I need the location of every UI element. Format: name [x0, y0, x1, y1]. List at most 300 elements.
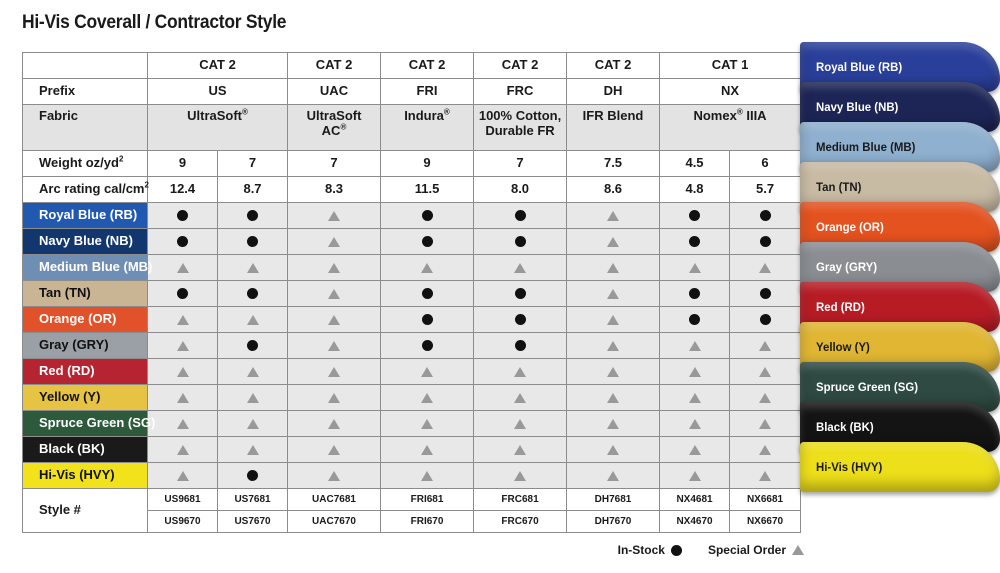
fabric-name: IFR Blend [582, 108, 644, 123]
fabric-name: Indura [404, 108, 444, 123]
special-order-triangle-icon [759, 393, 771, 403]
special-order-triangle-icon [177, 263, 189, 273]
special-order-triangle-icon [689, 263, 701, 273]
category-cell-0: CAT 2 [148, 53, 288, 79]
category-cell-3: CAT 2 [474, 53, 567, 79]
special-order-cell [381, 385, 474, 411]
spec-table [22, 52, 801, 533]
weight-row [23, 151, 801, 177]
special-order-cell [218, 307, 288, 333]
special-order-cell [288, 281, 381, 307]
in-stock-dot-icon [422, 314, 433, 325]
arc-value: 8.6 [567, 177, 660, 203]
prefix-label-text: Prefix [39, 83, 76, 99]
in-stock-dot-icon [247, 236, 258, 247]
fabric-fold [800, 442, 1000, 492]
special-order-triangle-icon [689, 445, 701, 455]
special-order-triangle-icon [421, 471, 433, 481]
special-order-triangle-icon [247, 263, 259, 273]
registered-mark: ® [736, 107, 743, 117]
special-order-triangle-icon [328, 263, 340, 273]
category-cell-4: CAT 2 [567, 53, 660, 79]
style-number: US9670 [148, 511, 218, 533]
fabric-fold-label: Royal Blue (RB) [816, 60, 903, 74]
style-number: US7670 [218, 511, 288, 533]
category-cell-1: CAT 2 [288, 53, 381, 79]
special-order-triangle-icon [328, 289, 340, 299]
legend-special-order-label: Special Order [707, 543, 786, 557]
special-order-triangle-icon [607, 419, 619, 429]
registered-mark: ® [242, 107, 248, 117]
fabric-fold-label: Navy Blue (NB) [816, 100, 899, 114]
color-row [23, 359, 801, 385]
in-stock-dot-icon [760, 314, 771, 325]
special-order-triangle-icon [759, 341, 771, 351]
special-order-triangle-icon [514, 263, 526, 273]
in-stock-cell [660, 229, 730, 255]
style-number: FRC681 [474, 489, 567, 511]
fabric-fold-label: Medium Blue (MB) [816, 140, 916, 154]
color-name: Medium Blue (MB) [39, 259, 153, 275]
style-row [23, 489, 801, 511]
special-order-cell [660, 437, 730, 463]
fabric-name: Nomex [693, 108, 737, 123]
special-order-triangle-icon [177, 341, 189, 351]
special-order-cell [730, 333, 801, 359]
special-order-triangle-icon [177, 471, 189, 481]
color-name: Red (RD) [39, 363, 95, 379]
special-order-triangle-icon [328, 445, 340, 455]
weight-value: 7.5 [567, 151, 660, 177]
legend [618, 543, 804, 557]
color-name: Gray (GRY) [39, 337, 109, 353]
special-order-cell [288, 307, 381, 333]
special-order-triangle-icon [421, 367, 433, 377]
in-stock-cell [474, 333, 567, 359]
color-row [23, 385, 801, 411]
in-stock-cell [381, 281, 474, 307]
special-order-triangle-icon [689, 341, 701, 351]
special-order-triangle-icon [328, 419, 340, 429]
special-order-cell [474, 385, 567, 411]
arc-value: 12.4 [148, 177, 218, 203]
arc-label-text: Arc rating cal/cm [39, 181, 145, 197]
prefix-cell-0: US [148, 79, 288, 105]
special-order-cell [660, 333, 730, 359]
arc-value: 4.8 [660, 177, 730, 203]
special-order-cell [567, 411, 660, 437]
special-order-triangle-icon [421, 263, 433, 273]
weight-label [23, 151, 148, 177]
in-stock-dot-icon [515, 236, 526, 247]
special-order-triangle-icon [759, 471, 771, 481]
special-order-cell [381, 463, 474, 489]
in-stock-cell [730, 203, 801, 229]
in-stock-dot-icon [515, 210, 526, 221]
in-stock-cell [474, 307, 567, 333]
special-order-cell [660, 463, 730, 489]
special-order-cell [567, 333, 660, 359]
in-stock-dot-icon [177, 236, 188, 247]
fabric-fold-label: Orange (OR) [816, 220, 884, 234]
color-swatch-label [23, 463, 148, 489]
page-title: Hi-Vis Coverall / Contractor Style [22, 12, 287, 33]
color-name: Spruce Green (SG) [39, 415, 156, 431]
special-order-triangle-icon [328, 393, 340, 403]
category-cell-2: CAT 2 [381, 53, 474, 79]
in-stock-dot-icon [177, 210, 188, 221]
special-order-cell [148, 385, 218, 411]
style-label [23, 489, 148, 533]
color-swatch-label [23, 359, 148, 385]
special-order-triangle-icon [607, 393, 619, 403]
in-stock-dot-icon [422, 288, 433, 299]
style-number: FRC670 [474, 511, 567, 533]
in-stock-cell [474, 203, 567, 229]
fabric-fold-label: Yellow (Y) [816, 340, 870, 354]
special-order-cell [567, 307, 660, 333]
special-order-triangle-icon [607, 341, 619, 351]
special-order-triangle-icon [689, 367, 701, 377]
special-order-cell [730, 385, 801, 411]
in-stock-cell [381, 203, 474, 229]
in-stock-dot-icon [422, 210, 433, 221]
special-order-triangle-icon [421, 419, 433, 429]
special-order-cell [474, 463, 567, 489]
special-order-cell [288, 385, 381, 411]
color-row [23, 463, 801, 489]
prefix-cell-4: DH [567, 79, 660, 105]
color-name: Navy Blue (NB) [39, 233, 133, 249]
special-order-triangle-icon [328, 237, 340, 247]
color-name: Black (BK) [39, 441, 105, 457]
special-order-triangle-icon [607, 367, 619, 377]
special-order-cell [660, 359, 730, 385]
in-stock-dot-icon [689, 236, 700, 247]
special-order-triangle-icon [328, 211, 340, 221]
prefix-cell-5: NX [660, 79, 801, 105]
weight-value: 6 [730, 151, 801, 177]
legend-in-stock-label: In-Stock [617, 543, 665, 557]
color-swatch-label [23, 307, 148, 333]
in-stock-dot-icon [422, 340, 433, 351]
special-order-triangle-icon [514, 445, 526, 455]
style-number: US7681 [218, 489, 288, 511]
color-name: Orange (OR) [39, 311, 117, 327]
special-order-triangle-icon [247, 315, 259, 325]
style-number: US9681 [148, 489, 218, 511]
special-order-cell [148, 437, 218, 463]
fabric-name: 100% Cotton, [478, 108, 562, 123]
in-stock-cell [660, 281, 730, 307]
special-order-cell [381, 437, 474, 463]
in-stock-dot-icon [177, 288, 188, 299]
in-stock-cell [218, 333, 288, 359]
special-order-triangle-icon [177, 393, 189, 403]
color-swatch-label [23, 385, 148, 411]
special-order-cell [288, 333, 381, 359]
weight-value: 7 [474, 151, 567, 177]
color-name: Hi-Vis (HVY) [39, 467, 115, 483]
special-order-cell [381, 359, 474, 385]
arc-value: 8.7 [218, 177, 288, 203]
special-order-triangle-icon [514, 419, 526, 429]
prefix-row [23, 79, 801, 105]
in-stock-cell [381, 229, 474, 255]
style-number: NX6681 [730, 489, 801, 511]
special-order-triangle-icon [177, 367, 189, 377]
style-number: NX6670 [730, 511, 801, 533]
style-number: DH7681 [567, 489, 660, 511]
special-order-triangle-icon [247, 367, 259, 377]
in-stock-cell [218, 463, 288, 489]
in-stock-cell [730, 229, 801, 255]
special-order-cell [218, 255, 288, 281]
fabric-fold-label: Black (BK) [816, 420, 874, 434]
fabric-cell-2 [381, 105, 474, 151]
special-order-cell [148, 359, 218, 385]
special-order-cell [567, 385, 660, 411]
color-row [23, 411, 801, 437]
prefix-cell-1: UAC [288, 79, 381, 105]
special-order-cell [730, 437, 801, 463]
color-swatch-label [23, 229, 148, 255]
special-order-cell [381, 411, 474, 437]
style-number: FRI670 [381, 511, 474, 533]
special-order-triangle-icon [514, 471, 526, 481]
special-order-cell [474, 437, 567, 463]
in-stock-dot-icon [247, 470, 258, 481]
fabric-cell-4 [567, 105, 660, 151]
color-row [23, 437, 801, 463]
color-row [23, 281, 801, 307]
color-row [23, 229, 801, 255]
special-order-cell [288, 359, 381, 385]
special-order-cell [288, 255, 381, 281]
color-swatch-label [23, 437, 148, 463]
in-stock-cell [660, 307, 730, 333]
arc-row [23, 177, 801, 203]
special-order-cell [567, 281, 660, 307]
special-order-triangle-icon [759, 263, 771, 273]
special-order-cell [288, 463, 381, 489]
special-order-triangle-icon [177, 419, 189, 429]
special-order-triangle-icon [689, 393, 701, 403]
special-order-triangle-icon [328, 367, 340, 377]
corner-cell [23, 53, 148, 79]
fabric-fold-label: Spruce Green (SG) [816, 380, 919, 394]
color-name: Yellow (Y) [39, 389, 101, 405]
special-order-cell [730, 359, 801, 385]
in-stock-dot-icon [515, 288, 526, 299]
color-swatch-label [23, 411, 156, 437]
special-order-triangle-icon [328, 471, 340, 481]
fabric-name-line2: Durable FR [485, 122, 555, 138]
special-order-triangle-icon [328, 315, 340, 325]
style-number: DH7670 [567, 511, 660, 533]
style-number: UAC7681 [288, 489, 381, 511]
in-stock-dot-icon [760, 236, 771, 247]
color-row [23, 307, 801, 333]
special-order-cell [567, 359, 660, 385]
special-order-triangle-icon [759, 419, 771, 429]
special-order-triangle-icon [689, 419, 701, 429]
in-stock-dot-icon [515, 314, 526, 325]
fabric-name-suffix: IIIA [742, 108, 767, 123]
arc-label-sup: 2 [144, 181, 149, 191]
special-order-cell [218, 359, 288, 385]
special-order-cell [381, 255, 474, 281]
weight-value: 7 [218, 151, 288, 177]
special-order-cell [474, 411, 567, 437]
fabric-cell-5 [660, 105, 801, 151]
special-order-cell [288, 203, 381, 229]
special-order-cell [288, 437, 381, 463]
special-order-triangle-icon [607, 315, 619, 325]
special-order-triangle-icon [247, 393, 259, 403]
in-stock-cell [381, 307, 474, 333]
special-order-triangle-icon [514, 393, 526, 403]
style-label-text: Style # [39, 502, 81, 518]
in-stock-cell [474, 229, 567, 255]
color-name: Tan (TN) [39, 285, 91, 301]
color-row [23, 203, 801, 229]
category-row [23, 53, 801, 79]
special-order-triangle-icon [607, 211, 619, 221]
fabric-stack-image [800, 40, 1000, 530]
fabric-label-text: Fabric [39, 108, 79, 123]
weight-label-text: Weight oz/yd [39, 155, 119, 171]
fabric-name-line2: AC [321, 122, 341, 138]
style-number: NX4670 [660, 511, 730, 533]
special-order-triangle-icon [607, 237, 619, 247]
special-order-triangle-icon [177, 315, 189, 325]
special-order-triangle-icon [514, 367, 526, 377]
in-stock-cell [218, 203, 288, 229]
special-order-cell [218, 437, 288, 463]
special-order-triangle-icon [247, 445, 259, 455]
special-order-triangle-icon [792, 545, 804, 555]
fabric-name: UltraSoft [187, 108, 242, 123]
prefix-cell-2: FRI [381, 79, 474, 105]
in-stock-dot-icon [760, 288, 771, 299]
weight-value: 4.5 [660, 151, 730, 177]
fabric-name: UltraSoft [306, 108, 362, 123]
special-order-cell [730, 255, 801, 281]
special-order-cell [567, 437, 660, 463]
prefix-label [23, 79, 148, 105]
fabric-cell-3 [474, 105, 567, 151]
special-order-cell [730, 463, 801, 489]
fabric-label [23, 105, 148, 151]
special-order-triangle-icon [607, 445, 619, 455]
color-swatch-label [23, 281, 148, 307]
color-swatch-label [23, 333, 148, 359]
registered-mark: ® [340, 122, 347, 132]
special-order-triangle-icon [689, 471, 701, 481]
fabric-fold-label: Hi-Vis (HVY) [816, 460, 883, 474]
in-stock-cell [660, 203, 730, 229]
color-swatch-label [23, 255, 153, 281]
prefix-cell-3: FRC [474, 79, 567, 105]
in-stock-dot-icon [671, 545, 682, 556]
arc-value: 11.5 [381, 177, 474, 203]
special-order-triangle-icon [247, 419, 259, 429]
in-stock-dot-icon [422, 236, 433, 247]
fabric-fold-label: Gray (GRY) [816, 260, 878, 274]
special-order-cell [148, 255, 218, 281]
color-name: Royal Blue (RB) [39, 207, 138, 223]
in-stock-cell [381, 333, 474, 359]
fabric-fold-label: Red (RD) [816, 300, 865, 314]
special-order-cell [567, 255, 660, 281]
style-number: UAC7670 [288, 511, 381, 533]
in-stock-dot-icon [515, 340, 526, 351]
special-order-triangle-icon [421, 393, 433, 403]
arc-value: 5.7 [730, 177, 801, 203]
color-swatch-label [23, 203, 148, 229]
special-order-cell [148, 307, 218, 333]
in-stock-cell [730, 281, 801, 307]
special-order-cell [148, 463, 218, 489]
special-order-cell [567, 229, 660, 255]
in-stock-cell [218, 281, 288, 307]
special-order-cell [660, 411, 730, 437]
special-order-cell [660, 255, 730, 281]
arc-value: 8.0 [474, 177, 567, 203]
in-stock-dot-icon [689, 288, 700, 299]
weight-value: 9 [381, 151, 474, 177]
in-stock-dot-icon [247, 288, 258, 299]
registered-mark: ® [443, 107, 450, 117]
in-stock-dot-icon [689, 314, 700, 325]
special-order-cell [148, 411, 218, 437]
arc-value: 8.3 [288, 177, 381, 203]
special-order-cell [148, 333, 218, 359]
in-stock-cell [148, 203, 218, 229]
special-order-triangle-icon [421, 445, 433, 455]
color-row [23, 255, 801, 281]
special-order-cell [288, 229, 381, 255]
style-number: FRI681 [381, 489, 474, 511]
special-order-cell [288, 411, 381, 437]
special-order-triangle-icon [328, 341, 340, 351]
special-order-cell [730, 411, 801, 437]
in-stock-cell [474, 281, 567, 307]
in-stock-cell [148, 281, 218, 307]
special-order-triangle-icon [177, 445, 189, 455]
special-order-cell [660, 385, 730, 411]
fabric-cell-0 [148, 105, 288, 151]
in-stock-dot-icon [247, 210, 258, 221]
fabric-row [23, 105, 801, 151]
in-stock-dot-icon [760, 210, 771, 221]
color-row [23, 333, 801, 359]
in-stock-dot-icon [689, 210, 700, 221]
fabric-cell-1 [288, 105, 381, 151]
in-stock-cell [730, 307, 801, 333]
special-order-cell [218, 411, 288, 437]
special-order-cell [567, 463, 660, 489]
special-order-cell [474, 359, 567, 385]
special-order-cell [474, 255, 567, 281]
arc-label [23, 177, 148, 203]
special-order-cell [567, 203, 660, 229]
special-order-cell [218, 385, 288, 411]
special-order-triangle-icon [607, 263, 619, 273]
weight-label-sup: 2 [118, 155, 124, 165]
special-order-triangle-icon [607, 471, 619, 481]
